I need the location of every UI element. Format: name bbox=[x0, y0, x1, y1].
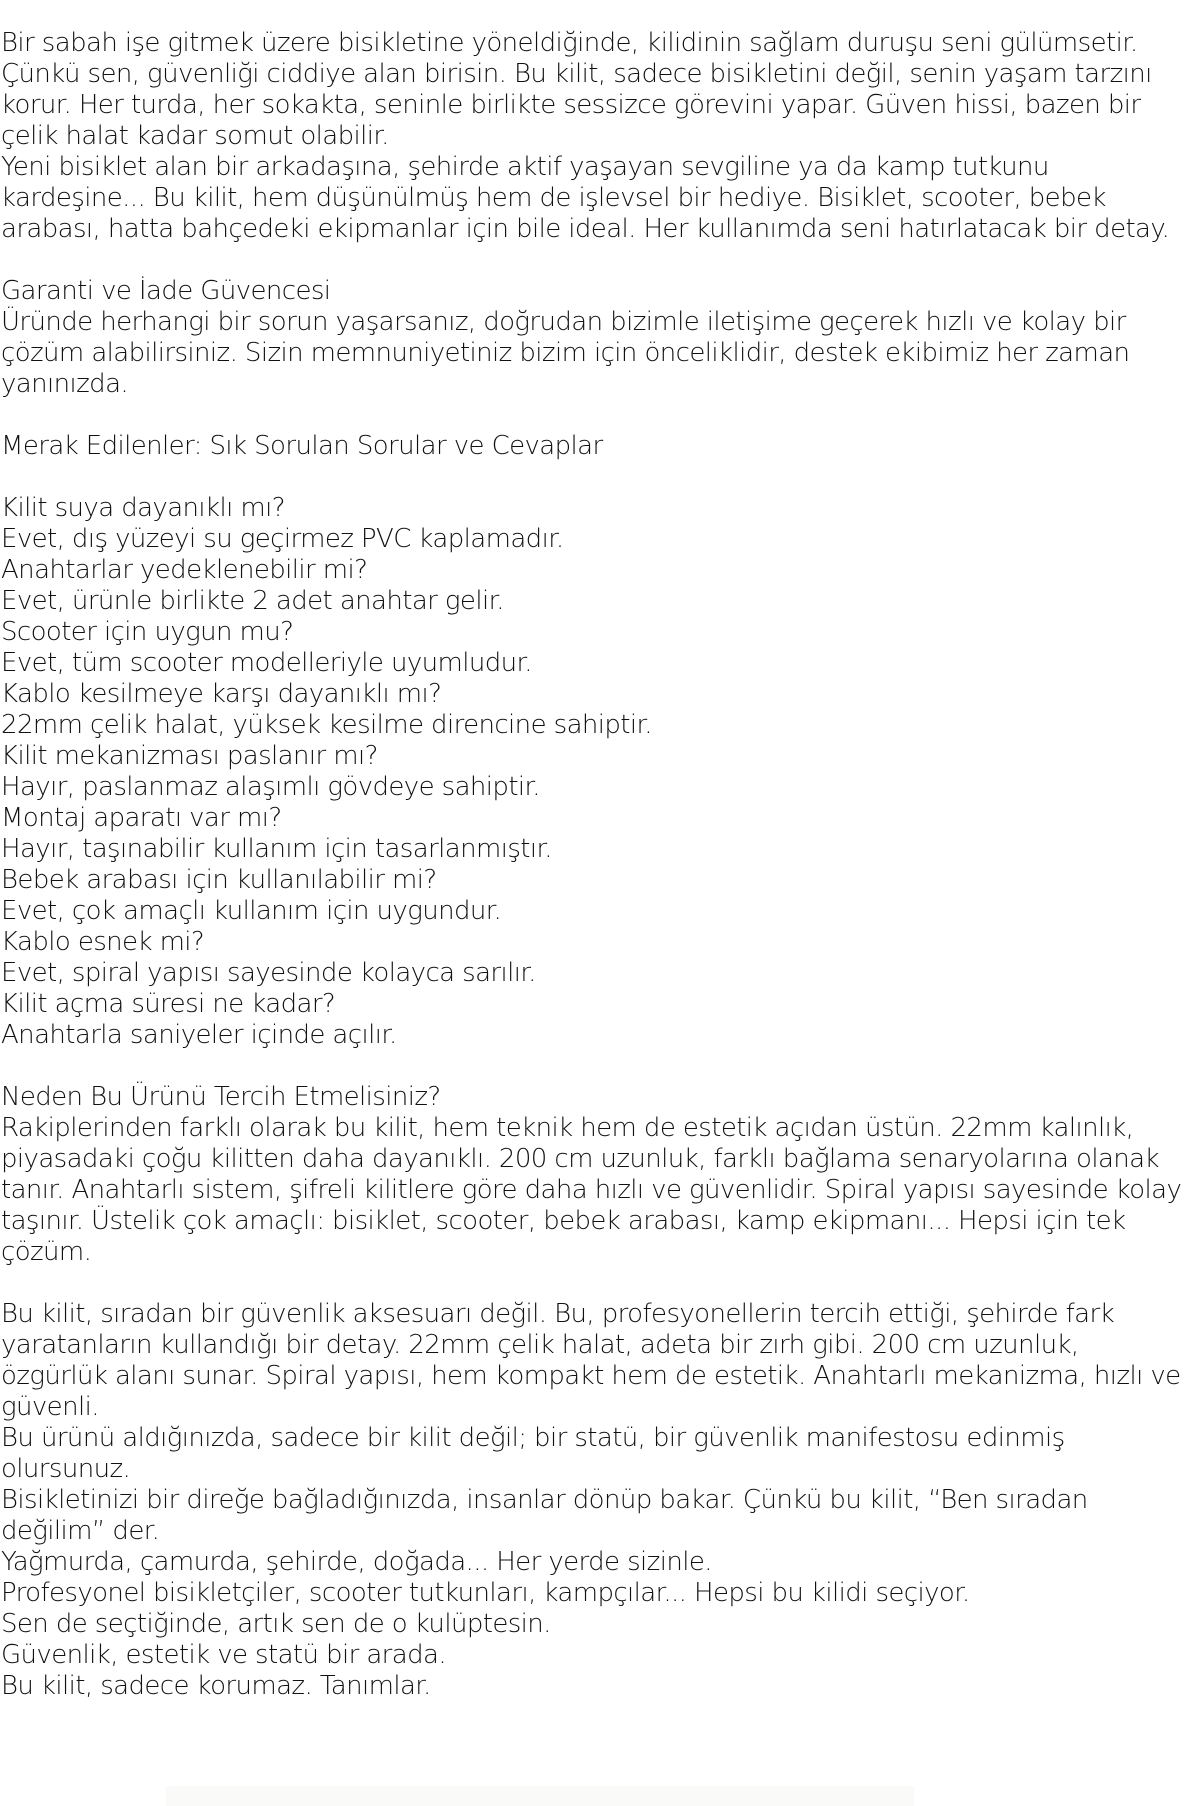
faq-answer: Anahtarla saniyeler içinde açılır. bbox=[1, 1020, 397, 1050]
faq-question: Scooter için uygun mu? bbox=[1, 617, 294, 647]
faq-answer: Evet, dış yüzeyi su geçirmez PVC kaplamadır. bbox=[1, 524, 564, 554]
faq-question: Kilit suya dayanıklı mı? bbox=[1, 493, 285, 523]
closing-line: Bu kilit, sıradan bir güvenlik aksesuarı değil. Bu, profesyonellerin tercih ettiği, şehirde fark yaratanların kullandığı bir detay. 22mm çelik halat, adeta bir zırh gibi. 200 cm uzunluk, özgürlük alanı sunar. Spiral yapısı, hem kompakt hem de estetik. Anahtarlı mekanizma, hızlı ve güvenli. bbox=[1, 1299, 1181, 1422]
closing-line: Yağmurda, çamurda, şehirde, doğada... Her yerde sizinle. bbox=[1, 1547, 712, 1577]
faq-answer: 22mm çelik halat, yüksek kesilme direncine sahiptir. bbox=[1, 710, 652, 740]
spacer bbox=[1, 400, 1191, 431]
why-title: Neden Bu Ürünü Tercih Etmelisiniz? bbox=[1, 1082, 441, 1112]
warranty-title: Garanti ve İade Güvencesi bbox=[1, 276, 331, 306]
image-placeholder bbox=[166, 1786, 914, 1806]
spacer bbox=[1, 462, 1191, 493]
faq-answer: Evet, spiral yapısı sayesinde kolayca sarılır. bbox=[1, 958, 536, 988]
intro-paragraph-2: Yeni bisiklet alan bir arkadaşına, şehirde aktif yaşayan sevgiline ya da kamp tutkunu kardeşine... Bu kilit, hem düşünülmüş hem de işlevsel bir hediye. Bisiklet, scooter, bebek arabası, hatta bahçedeki ekipmanlar için bile ideal. Her kullanımda seni hatırlatacak bir detay. bbox=[1, 152, 1170, 244]
faq-question: Anahtarlar yedeklenebilir mi? bbox=[1, 555, 368, 585]
intro-paragraph-1: Bir sabah işe gitmek üzere bisikletine yöneldiğinde, kilidinin sağlam duruşu seni gülümsetir. Çünkü sen, güvenliği ciddiye alan birisin. Bu kilit, sadece bisikletini değil, senin yaşam tarzını korur. Her turda, her sokakta, seninle birlikte sessizce görevini yapar. Güven hissi, bazen bir çelik halat kadar somut olabilir. bbox=[1, 28, 1152, 151]
why-body: Rakiplerinden farklı olarak bu kilit, hem teknik hem de estetik açıdan üstün. 22mm kalınlık, piyasadaki çoğu kilitten daha dayanıklı. 200 cm uzunluk, farklı bağlama senaryolarına olanak tanır. Anahtarlı sistem, şifreli kilitlere göre daha hızlı ve güvenlidir. Spiral yapısı sayesinde kolay taşınır. Üstelik çok amaçlı: bisiklet, scooter, bebek arabası, kamp ekipmanı... Hepsi için tek çözüm. bbox=[1, 1113, 1182, 1267]
faq-list bbox=[1, 493, 1191, 1051]
closing-line: Profesyonel bisikletçiler, scooter tutkunları, kampçılar... Hepsi bu kilidi seçiyor. bbox=[1, 1578, 970, 1608]
faq-answer: Hayır, taşınabilir kullanım için tasarlanmıştır. bbox=[1, 834, 552, 864]
closing-line: Bu kilit, sadece korumaz. Tanımlar. bbox=[1, 1671, 431, 1701]
faq-title: Merak Edilenler: Sık Sorulan Sorular ve Cevaplar bbox=[1, 431, 603, 461]
spacer bbox=[1, 245, 1191, 276]
closing-line: Bisikletinizi bir direğe bağladığınızda, insanlar dönüp bakar. Çünkü bu kilit, “Ben sıradan değilim” der. bbox=[1, 1485, 1088, 1546]
spacer bbox=[1, 1051, 1191, 1082]
product-description bbox=[1, 28, 1191, 1702]
closing-line: Bu ürünü aldığınızda, sadece bir kilit değil; bir statü, bir güvenlik manifestosu edinmiş olursunuz. bbox=[1, 1423, 1065, 1484]
faq-question: Kilit mekanizması paslanır mı? bbox=[1, 741, 378, 771]
faq-question: Kablo esnek mi? bbox=[1, 927, 205, 957]
faq-question: Kablo kesilmeye karşı dayanıklı mı? bbox=[1, 679, 442, 709]
closing-line: Sen de seçtiğinde, artık sen de o kulüptesin. bbox=[1, 1609, 551, 1639]
warranty-body: Üründe herhangi bir sorun yaşarsanız, doğrudan bizimle iletişime geçerek hızlı ve kolay bir çözüm alabilirsiniz. Sizin memnuniyetiniz bizim için önceliklidir, destek ekibimiz her zaman yanınızda. bbox=[1, 307, 1130, 399]
closing-line: Güvenlik, estetik ve statü bir arada. bbox=[1, 1640, 446, 1670]
faq-answer: Evet, tüm scooter modelleriyle uyumludur. bbox=[1, 648, 532, 678]
faq-answer: Evet, ürünle birlikte 2 adet anahtar gelir. bbox=[1, 586, 504, 616]
faq-question: Bebek arabası için kullanılabilir mi? bbox=[1, 865, 437, 895]
faq-question: Montaj aparatı var mı? bbox=[1, 803, 282, 833]
faq-question: Kilit açma süresi ne kadar? bbox=[1, 989, 336, 1019]
faq-answer: Hayır, paslanmaz alaşımlı gövdeye sahiptir. bbox=[1, 772, 540, 802]
spacer bbox=[1, 1268, 1191, 1299]
faq-answer: Evet, çok amaçlı kullanım için uygundur. bbox=[1, 896, 502, 926]
